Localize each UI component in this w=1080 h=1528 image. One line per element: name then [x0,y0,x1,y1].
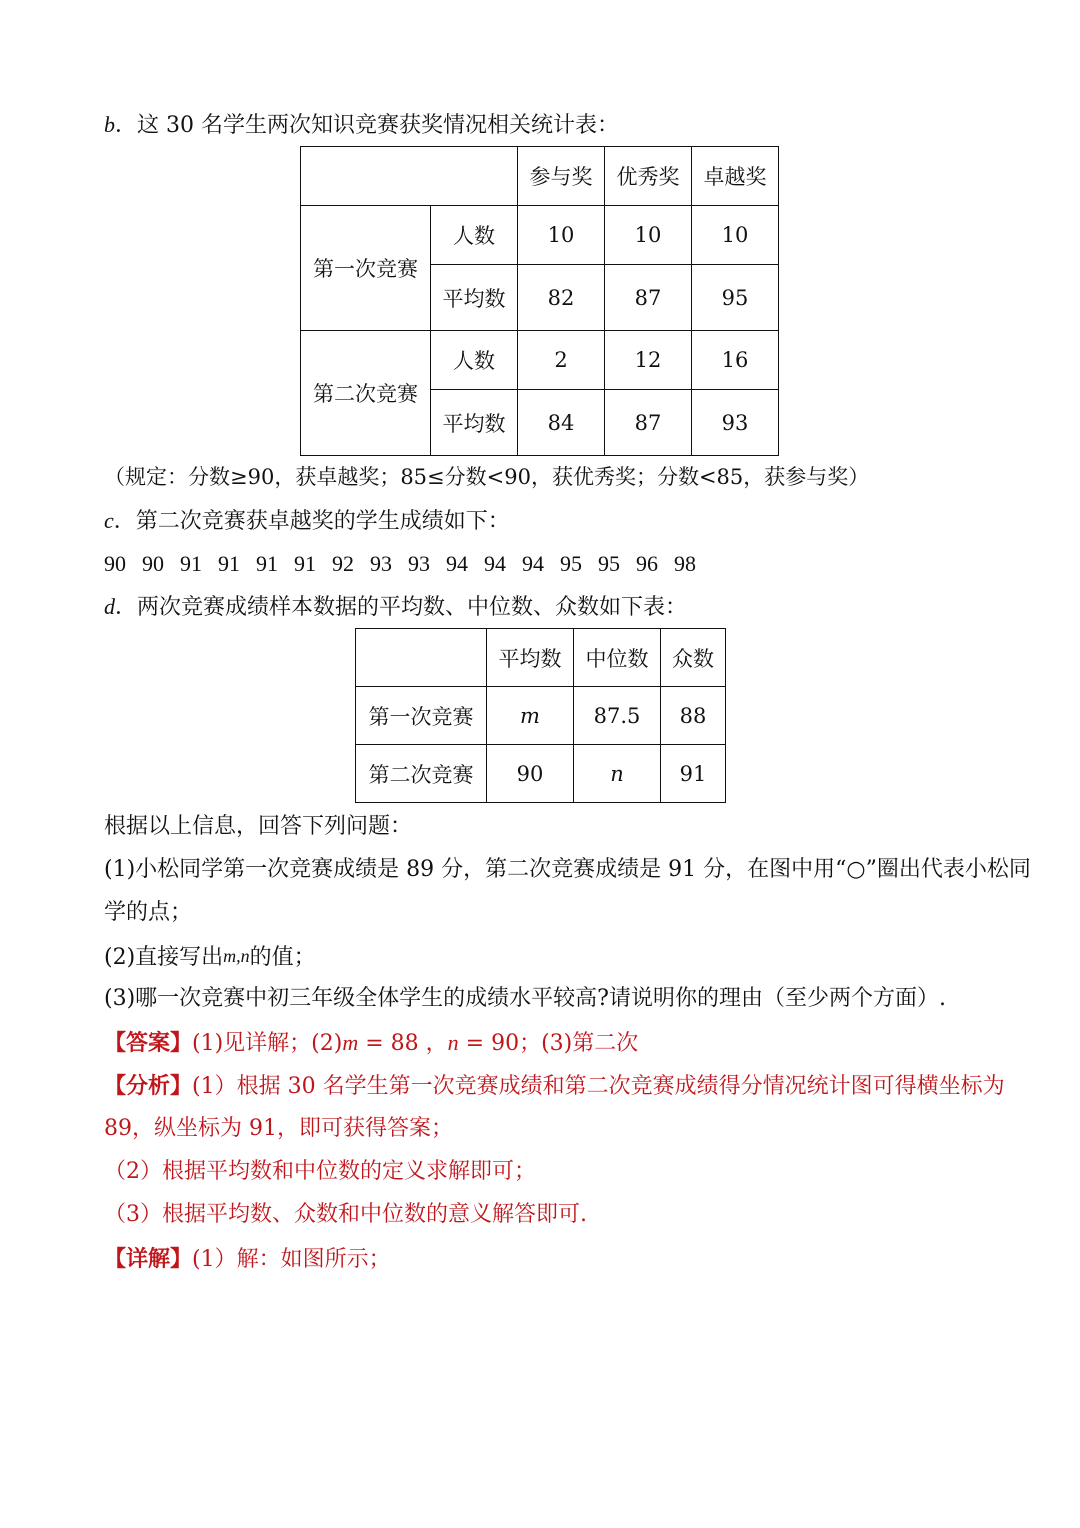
question-3: (3)哪一次竞赛中初三年级全体学生的成绩水平较高?请说明你的理由（至少两个方面）. [104,986,946,1011]
table2-corner-cell [356,629,487,687]
part-d-label: d [104,594,115,619]
table-row [301,206,779,265]
score-item: 94 [484,551,506,576]
analysis-line-3: （2）根据平均数和中位数的定义求解即可； [104,1159,536,1184]
table1-header-cell: 卓越奖 [692,147,779,206]
part-c-text: ．第二次竞赛获卓越奖的学生成绩如下： [113,509,510,534]
table-cell: 12 [605,331,692,390]
table1-header-cell: 参与奖 [518,147,605,206]
score-item: 96 [636,551,658,576]
table-cell: 2 [518,331,605,390]
group-label: 第二次竞赛 [301,331,431,456]
table-cell: m [487,687,574,745]
rule-note: （规定：分数≥90，获卓越奖；85≤分数<90，获优秀奖；分数<85，获参与奖） [104,465,870,489]
analysis-line-2: 89，纵坐标为 91，即可获得答案； [104,1116,453,1141]
table-cell: 87 [605,265,692,331]
table-cell: 10 [605,206,692,265]
detail-text: (1）解：如图所示； [192,1247,391,1272]
score-item: 91 [180,551,202,576]
table-cell: 10 [692,206,779,265]
score-list [104,549,712,579]
table-cell: 91 [661,745,726,803]
table-cell: 93 [692,390,779,456]
score-item: 91 [218,551,240,576]
part-d-heading [104,592,687,623]
score-item: 93 [370,551,392,576]
question-2-prefix: (2)直接写出 [104,945,224,970]
row-label: 人数 [431,331,518,390]
score-item: 91 [256,551,278,576]
score-item: 90 [104,551,126,576]
question-2 [104,941,316,973]
score-item: 93 [408,551,430,576]
answer-part-1: (1)见详解；(2) [192,1031,343,1056]
answer-tag: 【答案】 [104,1030,193,1056]
question-2-suffix: 的值； [249,945,316,970]
answer-m-symbol: m [342,1030,359,1055]
part-b-label: b [104,112,115,137]
answer-n-symbol: n [447,1030,459,1055]
table-row [356,745,726,803]
analysis-tag: 【分析】 [104,1073,193,1099]
table-cell: 88 [661,687,726,745]
question-1-line-2: 学的点； [104,900,193,925]
score-item: 91 [294,551,316,576]
table2-header-cell: 众数 [661,629,726,687]
question-2-variables: m,n [223,946,250,966]
questions-intro: 根据以上信息，回答下列问题： [104,814,413,839]
table-row [356,687,726,745]
score-item: 98 [674,551,696,576]
table-cell: n [574,745,661,803]
detail-line [104,1244,391,1275]
award-stats-table [300,146,779,456]
table-row [301,331,779,390]
table1-header-cell: 优秀奖 [605,147,692,206]
row-label: 人数 [431,206,518,265]
group-label: 第一次竞赛 [301,206,431,331]
table2-header-cell: 平均数 [487,629,574,687]
row-label: 第一次竞赛 [356,687,487,745]
row-label: 平均数 [431,265,518,331]
part-b-text: ．这 30 名学生两次知识竞赛获奖情况相关统计表： [115,113,619,138]
score-item: 95 [560,551,582,576]
row-label: 平均数 [431,390,518,456]
part-b-heading [104,110,619,141]
part-d-text: ．两次竞赛成绩样本数据的平均数、中位数、众数如下表： [115,595,688,620]
table2-header-row [356,629,726,687]
answer-n-value: = 90；(3)第二次 [458,1031,639,1056]
table2-header-cell: 中位数 [574,629,661,687]
table1-header-row [301,147,779,206]
score-item: 92 [332,551,354,576]
analysis-line-1 [104,1071,1005,1102]
table-cell: 87.5 [574,687,661,745]
analysis-line-4: （3）根据平均数、众数和中位数的意义解答即可. [104,1202,587,1227]
table-cell: 10 [518,206,605,265]
score-item: 94 [522,551,544,576]
answer-line [104,1028,638,1059]
detail-tag: 【详解】 [104,1246,193,1272]
table-cell: 84 [518,390,605,456]
answer-m-value: = 88 ， [358,1031,448,1056]
summary-stats-table [355,628,726,803]
table-cell: 90 [487,745,574,803]
part-c-heading [104,506,510,537]
table-cell: 16 [692,331,779,390]
score-item: 94 [446,551,468,576]
score-item: 90 [142,551,164,576]
analysis-text-1: (1）根据 30 名学生第一次竞赛成绩和第二次竞赛成绩得分情况统计图可得横坐标为 [192,1074,1005,1099]
score-item: 95 [598,551,620,576]
table-cell: 87 [605,390,692,456]
question-1-line-1: (1)小松同学第一次竞赛成绩是 89 分，第二次竞赛成绩是 91 分，在图中用“○”圈出代表小松同 [104,857,1031,882]
row-label: 第二次竞赛 [356,745,487,803]
table-cell: 82 [518,265,605,331]
part-c-label: c [104,508,114,533]
table-cell: 95 [692,265,779,331]
table1-corner-cell [301,147,518,206]
